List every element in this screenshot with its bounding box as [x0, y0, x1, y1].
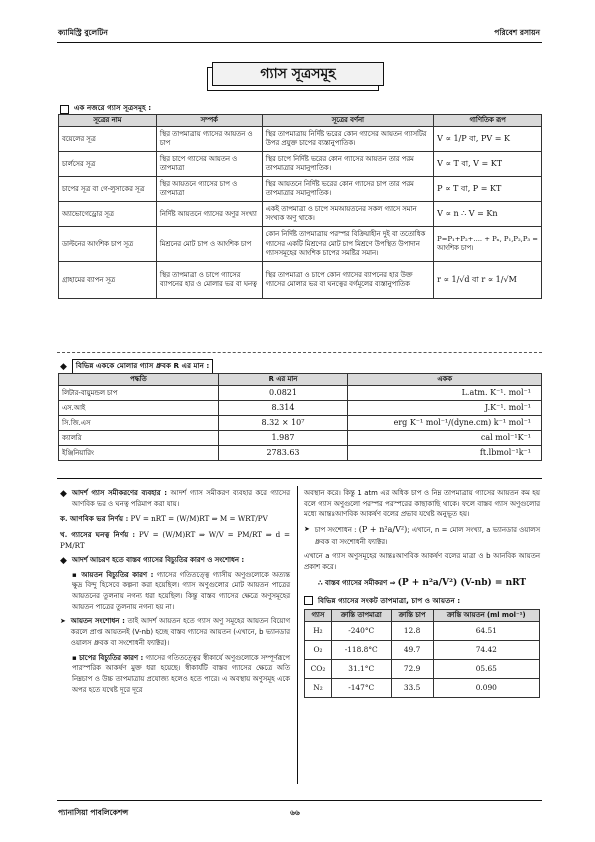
table-row: [305, 678, 540, 697]
r-unit: L.atm. K⁻¹. mol⁻¹: [348, 386, 542, 401]
unit-system: ইঞ্জিনিয়ারিং: [59, 446, 219, 461]
column-divider: [297, 486, 298, 784]
bullet-item: ➤ চাপ সংশোধন : (P + n²a/V²); এখানে, n = মোল সংখ্যা, a ভ্যানডার ওয়ালস ধ্রুবক বা সংশোধনী ফ্যাক্টর।: [304, 525, 540, 546]
arrow-bullet-icon: ➤: [304, 525, 310, 534]
volume-cell: 0.090: [433, 678, 539, 697]
r-unit: cal mol⁻¹K⁻¹: [348, 431, 542, 446]
gas-cell: H₂: [305, 621, 332, 640]
table-row: [59, 177, 542, 202]
r-value: 1.987: [218, 431, 348, 446]
table-header-row: [59, 374, 542, 386]
law-relation: মিশ্রনের মোট চাপ ও আংশিক চাপ: [156, 227, 262, 262]
table-row: [305, 621, 540, 640]
table-row: [59, 446, 542, 461]
section-rule: [57, 478, 542, 479]
law-description: স্থির তাপমাত্রা ও চাপে কোন গ্যাসের ব্যাপনের হার উক্ত গ্যাসের মোলার ভর বা ঘনত্বের বর্গমূলের ব্যস্তানুপাতিক: [262, 262, 434, 299]
footer-rule: [57, 800, 542, 801]
pressure-cell: 33.5: [391, 678, 433, 697]
temp-cell: -240°C: [331, 621, 391, 640]
table-row: [59, 416, 542, 431]
table-row: [59, 227, 542, 262]
critical-constants-heading: বিভিন্ন গ্যাসের সংকট তাপমাত্রা, চাপ ও আয়তন :: [304, 595, 540, 606]
unit-system: ক্যালরি: [59, 431, 219, 446]
diamond-bullet-icon: ◆: [60, 489, 67, 499]
checkbox-square-icon: [304, 596, 313, 605]
table-header-row: [59, 115, 542, 127]
temp-cell: 31.1°C: [331, 659, 391, 678]
r-unit: ft.lbmol⁻¹k⁻¹: [348, 446, 542, 461]
law-description: স্থির চাপে নির্দিষ্ট ভরের কোন গ্যাসের আয়তন তার পরম তাপমাত্রার সমানুপাতিক।: [262, 152, 434, 177]
law-formula: P=P₁+P₂+.... + Pₙ, P₁,P₂,P₃ = আংশিক চাপ।: [434, 227, 542, 262]
table-row: [59, 386, 542, 401]
density-formula: খ. গ্যাসের ঘনত্ব নির্ণয় : PV = (W/M)RT ⇒ W/V = PM/RT ⇒ d = PM/RT: [60, 529, 290, 550]
table-row: [59, 431, 542, 446]
law-description: স্থির তাপমাত্রায় নির্দিষ্ট ভরের কোন গ্যাসের আয়তন গ্যাসটির উপর প্রযুক্ত চাপের ব্যস্তানুপাতিক।: [262, 127, 434, 152]
table-row: [305, 659, 540, 678]
pressure-cell: 72.9: [391, 659, 433, 678]
law-formula: V ∝ n ∴ V = Kn: [434, 202, 542, 227]
gas-cell: CO₂: [305, 659, 332, 678]
law-relation: স্থির আয়তনে গ্যাসের চাপ ও তাপমাত্রা: [156, 177, 262, 202]
table-row: [59, 401, 542, 416]
bullet-item: ◆ আদর্শ আচরণ হতে বাস্তব গ্যাসের বিচ্যুতির কারণ ও সংশোধন :: [60, 555, 290, 570]
law-formula: P ∝ T বা, P = KT: [434, 177, 542, 202]
law-name: অ্যাভোগেড্রোর সূত্র: [59, 202, 157, 227]
header-rule: [57, 42, 542, 43]
arrow-bullet-icon: ➤: [60, 617, 66, 626]
unit-system: লিটার-বায়ুমন্ডল চাপ: [59, 386, 219, 401]
gas-cell: N₂: [305, 678, 332, 697]
unit-system: সি.জি.এস: [59, 416, 219, 431]
gas-constant-table: [58, 373, 542, 461]
paragraph: এখানে a গ্যাস অণুসমূহের আন্তঃআণবিক আকর্ষণ বলের মাত্রা ও b আনবিক আয়তন প্রকাশ করে।: [304, 552, 540, 571]
checkbox-square-icon: [60, 105, 69, 114]
running-header-left: ক্যামিস্ট্রি বুলেটিন: [58, 28, 108, 37]
col-header: R এর মান: [218, 374, 348, 386]
diamond-bullet-icon: ◆: [60, 362, 67, 372]
col-header: সম্পর্ক: [156, 115, 262, 127]
law-name: গ্রাহামের ব্যাপন সূত্র: [59, 262, 157, 299]
right-column: [304, 488, 540, 698]
law-name: চার্লসের সূত্র: [59, 152, 157, 177]
bullet-item: ◆ আদর্শ গ্যাস সমীকরণের ব্যবহার : আদর্শ গ্যাস সমীকরণ ব্যবহার করে গ্যাসের আণবিক ভর ও ঘনত্ব পরিমাপ করা যায়।: [60, 489, 290, 508]
bullet-item: ➤ আয়তন সংশোধন : তাই আদর্শ আয়তন হতে গ্যাস অণু সমূহের আয়তন বিয়োগ করলে প্রাপ্ত আয়তনই (V-nb) হচ্ছে বাস্তব গ্যাসের আয়তন (এখানে, b ভ্যানডার ওয়ালস ধ্রুবক বা সংশোধনী ফ্যাক্টর)।: [60, 617, 290, 647]
r-unit: J.K⁻¹. mol⁻¹: [348, 401, 542, 416]
section1-heading: এক নজরে গ্যাস সূত্রসমূহ :: [60, 103, 151, 115]
col-header: গ্যাস: [305, 609, 332, 621]
temp-cell: -147°C: [331, 678, 391, 697]
law-formula: r ∝ 1/√d বা r ∝ 1/√M: [434, 262, 542, 299]
section2-heading: ◆ বিভিন্ন এককে মোলার গ্যাস ধ্রুবক R এর মান :: [60, 359, 213, 375]
unit-system: এস.আই: [59, 401, 219, 416]
table-row: [59, 127, 542, 152]
r-unit: erg K⁻¹ mol⁻¹/(dyne.cm) k⁻¹ mol⁻¹: [348, 416, 542, 431]
page-number: ৬৬: [290, 808, 300, 817]
molecular-mass-formula: ক. আণবিক ভর নির্ণয় : PV = nRT = (W/M)RT ⇒ M = WRT/PV: [60, 514, 268, 524]
col-header: ক্রান্তি আয়তন (ml mol⁻¹): [433, 609, 539, 621]
table-row: [59, 262, 542, 299]
col-header: একক: [348, 374, 542, 386]
pressure-cell: 49.7: [391, 640, 433, 659]
paragraph: অবস্থান করে। কিন্তু 1 atm এর অধিক চাপ ও নিম্ন তাপমাত্রায় গ্যাসের আয়তন কম হয় বলে গ্যাস অণুগুলো পরস্পর পরস্পরের কাছাকাছি থাকে। ফলে বাস্তব গ্যাস অণুগুলোর মধ্যে আন্তঃআণবিক আকর্ষণ বলের প্রভাব যথেষ্ট অনুভূত হয়।: [304, 489, 540, 519]
col-header: সূত্রের বর্ণনা: [262, 115, 434, 127]
critical-constants-table: [304, 609, 540, 698]
law-relation: নির্দিষ্ট আয়তনে গ্যাসের অণুর সংখ্যা: [156, 202, 262, 227]
col-header: ক্রান্তি তাপমাত্রা: [331, 609, 391, 621]
pressure-cell: 12.8: [391, 621, 433, 640]
gas-cell: O₂: [305, 640, 332, 659]
law-description: কোন নির্দিষ্ট তাপমাত্রায় পরস্পর বিক্রিয়াহীন দুই বা ততোধিক গ্যাসের একটি মিশ্রণের মোট চাপ মিশ্রণে উপস্থিত উপাদান গ্যাসসমূহের আংশিক চাপের সমষ্টির সমান।: [262, 227, 434, 262]
r-value: 0.0821: [218, 386, 348, 401]
volume-cell: 74.42: [433, 640, 539, 659]
page-title: গ্যাস সূত্রসমূহ: [212, 62, 384, 86]
law-relation: স্থির তাপমাত্রায় গ্যাসের আয়তন ও চাপ: [156, 127, 262, 152]
running-header-right: পরিবেশ রসায়ন: [494, 28, 540, 37]
volume-cell: 05.65: [433, 659, 539, 678]
law-relation: স্থির তাপমাত্রা ও চাপে গ্যাসের ব্যাপনের হার ও মোলার ভর বা ঘনত্ব: [156, 262, 262, 299]
gas-laws-table: [58, 114, 542, 299]
diamond-bullet-icon: ◆: [60, 555, 67, 566]
law-description: স্থির আয়তনে নির্দিষ্ট ভরের কোন গ্যাসের চাপ তার পরম তাপমাত্রার সমানুপাতিক।: [262, 177, 434, 202]
law-name: ডাল্টনের আংশিক চাপ সূত্র: [59, 227, 157, 262]
law-relation: স্থির চাপে গ্যাসের আয়তন ও তাপমাত্রা: [156, 152, 262, 177]
real-gas-equation: ∴ বাস্তব গ্যাসের সমীকরণ ⇒ (P + n²a/V²) (V-nb) = nRT: [317, 577, 527, 588]
r-value: 2783.63: [218, 446, 348, 461]
r-value: 8.314: [218, 401, 348, 416]
law-formula: V ∝ T বা, V = KT: [434, 152, 542, 177]
temp-cell: -118.8°C: [331, 640, 391, 659]
col-header: গাণিতিক রূপ: [434, 115, 542, 127]
col-header: ক্রান্তি চাপ: [391, 609, 433, 621]
col-header: পদ্ধতি: [59, 374, 219, 386]
col-header: সূত্রের নাম: [59, 115, 157, 127]
table-row: [305, 640, 540, 659]
law-description: একই তাপমাত্রা ও চাপে সমআয়তনের সকল গ্যাসে সমান সংখ্যক অণু থাকে।: [262, 202, 434, 227]
table-row: [59, 202, 542, 227]
volume-cell: 64.51: [433, 621, 539, 640]
law-name: চাপের সূত্র বা গে-লুসাকের সূত্র: [59, 177, 157, 202]
publisher-name: প্যানাসিয়া পাবলিকেশন্স: [58, 808, 129, 817]
left-column: ◆ আদর্শ গ্যাস সমীকরণের ব্যবহার : আদর্শ গ্যাস সমীকরণ ব্যবহার করে গ্যাসের আণবিক ভর ও ঘনত্ব পরিমাপ করা যায়। ক. আণবিক ভর নির্ণয় : PV = nRT = (W/M)RT ⇒ M = WRT/PV খ. গ্যাসের ঘনত্ব নির্ণয় : PV = (W/M)RT ⇒ W/V = PM/RT ⇒ d = PM/RT ◆ আদর্শ আচরণ হতে বাস্তব গ্যাসের বিচ্যুতির কারণ ও সংশোধন : ▪ আয়তন বিচ্যুতির কারণ : গ্যাসের গতিতত্ত্বে গ্যাসীয় অণুগুলোকে অত্যন্ত ক্ষুদ্র বিন্দু হিসেবে কল্পনা করা হয়েছিল। গ্যাস অণুগুলোর মোট আয়তন পাত্রের আয়তনের তুলনায় নগন্য ধরা হয়েছিল। কিন্তু বাস্তব গ্যাসের ক্ষেত্রে অণুসমূহের আয়তন পাত্রের তুলনায় নগন্য হয় না। ➤ আয়তন সংশোধন : তাই আদর্শ আয়তন হতে গ্যাস অণু সমূহের আয়তন বিয়োগ করলে প্রাপ্ত আয়তনই (V-nb) হচ্ছে বাস্তব গ্যাসের আয়তন (এখানে, b ভ্যানডার ওয়ালস ধ্রুবক বা সংশোধনী ফ্যাক্টর)। ▪ চাপের বিচ্যুতির কারণ : গ্যাসের গতিতত্ত্বের স্বীকার্যে অণুগুলোকে সম্পূর্ণরূপে পারস্পরিক আকর্ষণ মুক্ত ধরা হয়েছে। স্বীকার্যটি বাস্তব গ্যাসের ক্ষেত্রে অতি নিম্নচাপ ও উচ্চ তাপমাত্রায় প্রযোজ্য হলেও হতে পারে। এ অবস্থায় অণুসমূহ একে অপর হতে যথেষ্ট দূরে দূরে: [60, 489, 290, 694]
section-divider: [57, 352, 542, 353]
table-row: [59, 152, 542, 177]
law-name: বয়েলের সূত্র: [59, 127, 157, 152]
table-header-row: [305, 609, 540, 621]
r-value: 8.32 × 10⁷: [218, 416, 348, 431]
law-formula: V ∝ 1/P বা, PV = K: [434, 127, 542, 152]
